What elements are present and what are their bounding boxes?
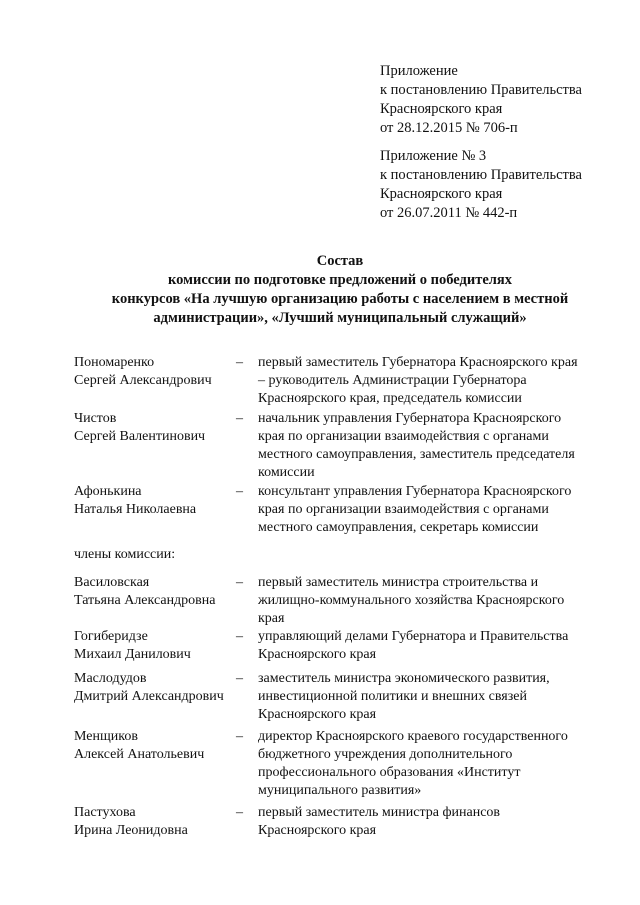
member-name: [74, 354, 234, 390]
appendix-line: Красноярского края: [380, 186, 503, 202]
role-line: местного самоуправления, секретарь комиссии: [258, 520, 539, 535]
role-line: местного самоуправления, заместитель председателя: [258, 447, 575, 462]
role-line: Красноярского края: [258, 823, 377, 838]
title-line: комиссии по подготовке предложений о победителях: [167, 272, 513, 288]
role-line: Красноярского края, председатель комиссии: [258, 391, 522, 406]
dash-separator: –: [236, 411, 243, 426]
member-given-names: Наталья Николаевна: [74, 502, 197, 517]
member-given-names: Сергей Александрович: [74, 373, 212, 388]
member-name: [74, 728, 234, 764]
member-role: [258, 574, 618, 628]
member-role: [258, 354, 618, 408]
appendix-line: Приложение № 3: [380, 148, 487, 164]
dash-separator: –: [236, 671, 243, 686]
appendix-line: Красноярского края: [380, 101, 503, 117]
member-name: [74, 410, 234, 446]
title-line: конкурсов «На лучшую организацию работы с населением в местной: [111, 291, 569, 307]
appendix-line: от 28.12.2015 № 706-п: [380, 120, 518, 136]
member-given-names: Дмитрий Александрович: [74, 689, 224, 704]
role-line: жилищно-коммунального хозяйства Красноярского: [258, 593, 565, 608]
member-role: [258, 410, 618, 482]
role-line: муниципального развития»: [258, 783, 422, 798]
dash-separator: –: [236, 355, 243, 370]
member-given-names: Михаил Данилович: [74, 647, 191, 662]
appendix-line: от 26.07.2011 № 442-п: [380, 205, 518, 221]
member-role: [258, 728, 618, 800]
dash-separator: –: [236, 629, 243, 644]
member-given-names: Татьяна Александровна: [74, 593, 216, 608]
role-line: директор Красноярского краевого государственного: [258, 729, 568, 744]
appendix-block-2: [380, 147, 630, 223]
member-role: [258, 483, 618, 537]
role-line: бюджетного учреждения дополнительного: [258, 747, 513, 762]
member-name: [74, 670, 234, 706]
role-line: первый заместитель Губернатора Красноярского края: [258, 355, 578, 370]
role-line: края по организации взаимодействия с органами: [258, 502, 549, 517]
role-line: края: [258, 611, 285, 626]
member-name: [74, 804, 234, 840]
member-surname: Пастухова: [74, 805, 136, 820]
appendix-block-1: [380, 62, 630, 138]
appendix-line: к постановлению Правительства: [380, 82, 582, 98]
member-surname: Гогиберидзе: [74, 629, 148, 644]
dash-separator: –: [236, 729, 243, 744]
member-given-names: Сергей Валентинович: [74, 429, 206, 444]
member-surname: Менщиков: [74, 729, 138, 744]
member-role: [258, 804, 618, 840]
title-line: администрации», «Лучший муниципальный служащий»: [153, 310, 527, 326]
member-given-names: Алексей Анатольевич: [74, 747, 205, 762]
dash-separator: –: [236, 805, 243, 820]
member-name: [74, 574, 234, 610]
appendix-line: Приложение: [380, 63, 458, 79]
member-name: [74, 483, 234, 519]
role-line: профессионального образования «Институт: [258, 765, 521, 780]
role-line: управляющий делами Губернатора и Правительства: [258, 629, 569, 644]
member-role: [258, 628, 618, 664]
member-name: [74, 628, 234, 664]
role-line: комиссии: [258, 465, 315, 480]
role-line: инвестиционной политики и внешних связей: [258, 689, 527, 704]
members-section-label: члены комиссии:: [74, 547, 176, 562]
member-surname: Василовская: [74, 575, 150, 590]
role-line: Красноярского края: [258, 707, 377, 722]
role-line: заместитель министра экономического развития,: [258, 671, 550, 686]
member-surname: Маслодудов: [74, 671, 147, 686]
member-surname: Чистов: [74, 411, 117, 426]
document-title: [60, 252, 620, 328]
role-line: первый заместитель министра строительства и: [258, 575, 539, 590]
member-role: [258, 670, 618, 724]
role-line: – руководитель Администрации Губернатора: [258, 373, 527, 388]
role-line: края по организации взаимодействия с органами: [258, 429, 549, 444]
member-surname: Пономаренко: [74, 355, 155, 370]
dash-separator: –: [236, 575, 243, 590]
role-line: консультант управления Губернатора Красноярского: [258, 484, 572, 499]
member-given-names: Ирина Леонидовна: [74, 823, 188, 838]
appendix-line: к постановлению Правительства: [380, 167, 582, 183]
title-line: Состав: [316, 253, 364, 269]
role-line: первый заместитель министра финансов: [258, 805, 501, 820]
member-surname: Афонькина: [74, 484, 142, 499]
role-line: Красноярского края: [258, 647, 377, 662]
role-line: начальник управления Губернатора Красноярского: [258, 411, 562, 426]
dash-separator: –: [236, 484, 243, 499]
